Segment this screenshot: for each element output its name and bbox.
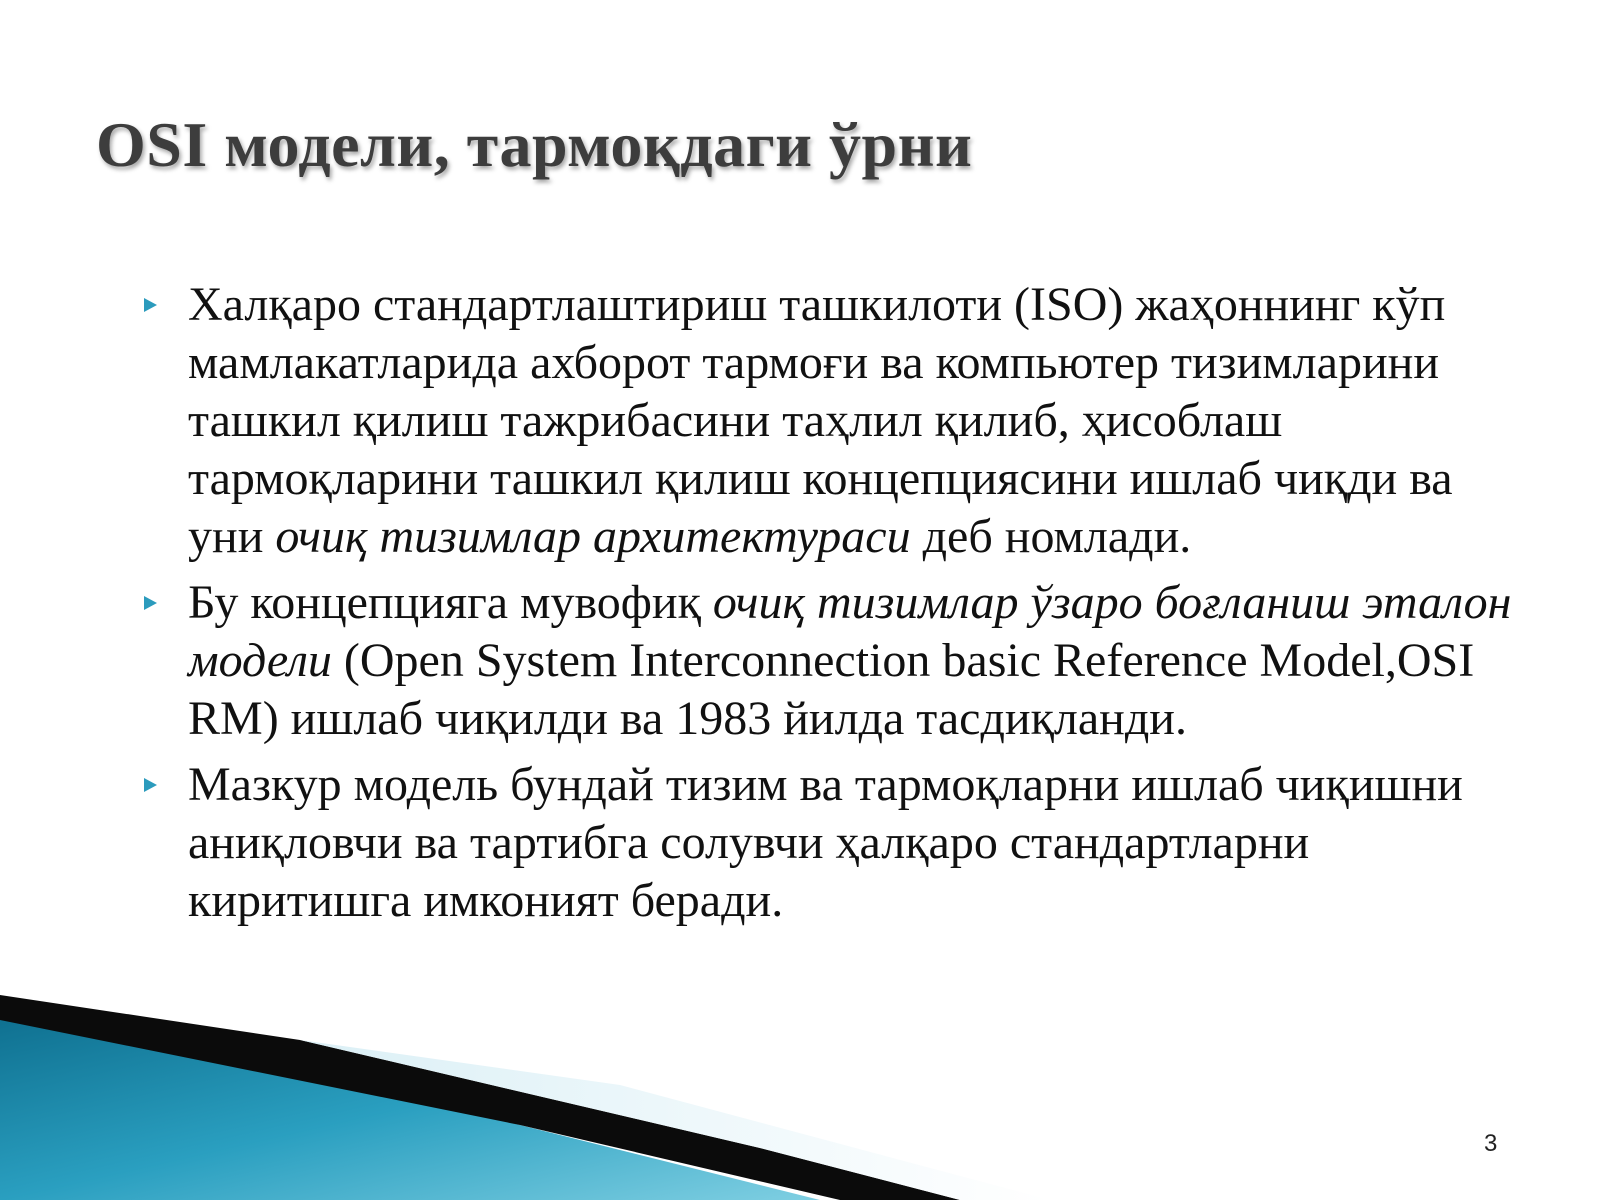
bullet-arrow-icon bbox=[144, 298, 157, 312]
bullet-text-italic: очиқ тизимлар архитектураси bbox=[275, 510, 911, 563]
bullet-text: Бу концепцияга мувофиқ bbox=[188, 576, 713, 629]
bullet-text: Мазкур модель бундай тизим ва тармоқларни ишлаб чиқишни аниқловчи ва тартибга солувчи ҳалқаро стандартларни киритишга имконият беради. bbox=[188, 758, 1463, 927]
bullet-item bbox=[140, 276, 1520, 566]
bullet-item bbox=[140, 574, 1520, 748]
bullet-arrow-icon bbox=[144, 778, 157, 792]
page-number: 3 bbox=[1484, 1130, 1498, 1157]
bullet-text: деб номлади. bbox=[910, 510, 1192, 563]
bullet-text: Халқаро стандартлаштириш ташкилоти (ISO) жаҳоннинг кўп мамлакатларида ахборот тармоғи ва компьютер тизимларини ташкил қилиш тажрибасини таҳлил қилиб, ҳисоблаш тармоқларини ташкил қилиш концепциясини ишлаб чиқди ва уни bbox=[188, 278, 1453, 563]
slide-title: OSI модели, тармоқдаги ўрни bbox=[96, 109, 973, 180]
bullet-item bbox=[140, 756, 1520, 930]
bullet-text-italic: очиқ тизимлар ўзаро боғланиш эталон модели bbox=[188, 576, 1512, 687]
bullet-arrow-icon bbox=[144, 596, 157, 610]
bullet-list bbox=[140, 276, 1520, 938]
bullet-text: (Open System Interconnection basic Reference Model,OSI RM) ишлаб чиқилди ва 1983 йилда тасдиқланди. bbox=[188, 634, 1475, 745]
